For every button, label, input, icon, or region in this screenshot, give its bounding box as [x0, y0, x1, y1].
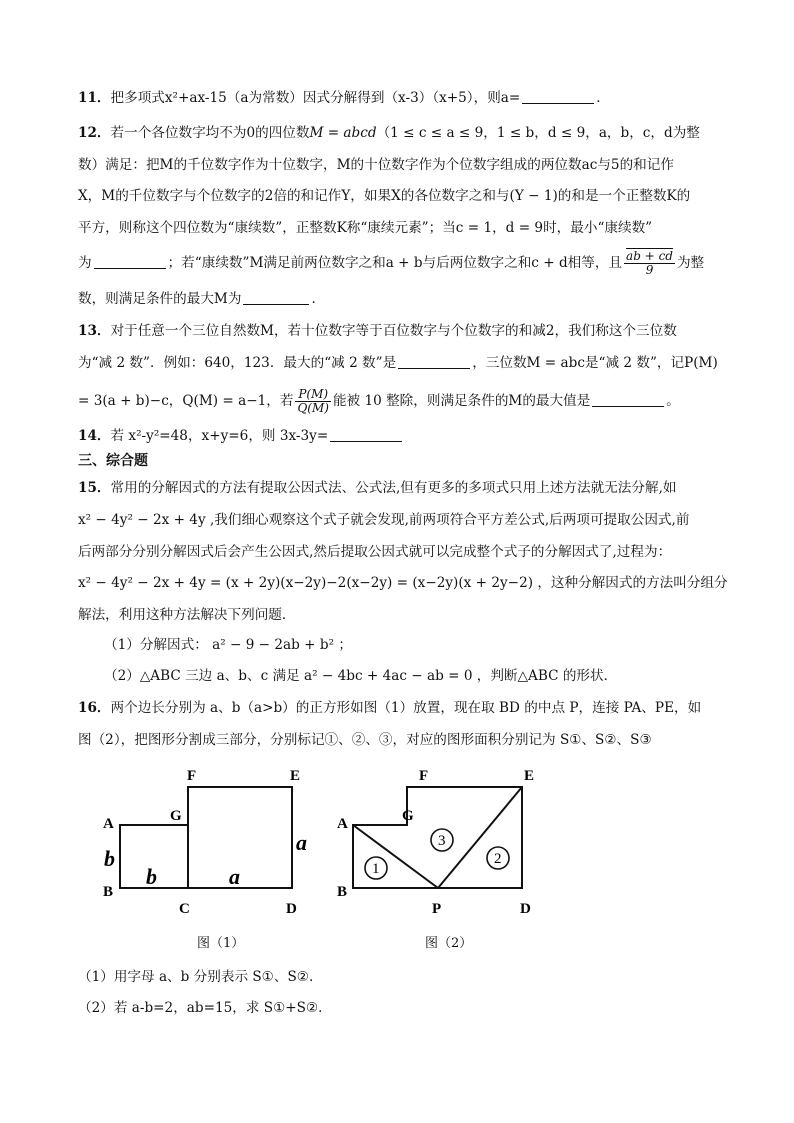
- figure-2-caption: 图（2）: [425, 936, 473, 951]
- question-13-line-3: [78, 388, 728, 415]
- question-text: 两个边长分别为 a、b（a>b）的正方形如图（1）放置，现在取 BD 的中点 P，连接 PA、PE，如: [110, 700, 702, 716]
- question-text: = 3(a + b)−c，Q(M) = a−1，若: [78, 393, 294, 409]
- section-heading: 三、综合题: [78, 453, 148, 469]
- figure-1-two-squares: [90, 760, 330, 920]
- question-14: [78, 426, 728, 446]
- fraction-denominator: 9: [645, 263, 654, 277]
- question-text: 为整: [676, 255, 705, 271]
- question-text: 若一个各位数字均不为0的四位数: [110, 125, 310, 141]
- question-text: 能被 10 整除，则满足条件的M的最大值是: [332, 393, 591, 409]
- label-side-b: b: [104, 846, 115, 871]
- region-3-label: 3: [438, 833, 446, 849]
- region-2-label: 2: [494, 851, 502, 867]
- figure-2-divided-shape: [330, 760, 550, 920]
- question-16-part-2: （2）若 a-b=2，ab=15，求 S①+S②.: [78, 1000, 323, 1016]
- question-12-line-1: [78, 123, 728, 143]
- question-number: 12．: [78, 125, 111, 141]
- fraction-numerator: P(M): [295, 388, 331, 402]
- figure-1-caption: 图（1）: [197, 936, 245, 951]
- question-text: 对于任意一个三位自然数M，若十位数字等于百位数字与个位数字的和减2，我们称这个三位数: [110, 323, 677, 339]
- answer-blank[interactable]: [330, 427, 402, 442]
- label-B: B: [103, 884, 114, 900]
- answer-blank[interactable]: [398, 354, 470, 369]
- large-square: [188, 787, 292, 888]
- question-15-part-2: （2）△ABC 三边 a、b、c 满足 a² − 4bc + 4ac − ab = 0 ，判断△ABC 的形状．: [104, 668, 618, 684]
- label-side-a: a: [296, 830, 307, 855]
- label-F: F: [187, 768, 197, 784]
- segment-PA: [353, 825, 438, 888]
- answer-blank[interactable]: [94, 254, 166, 269]
- question-text: 数，则满足条件的最大M为: [78, 291, 242, 307]
- question-11: [78, 88, 728, 108]
- region-1-label: 1: [372, 861, 380, 877]
- segment-PE: [438, 787, 522, 888]
- label-G: G: [402, 808, 414, 824]
- question-text: 为“减 2 数”．例如：640，123．最大的“减 2 数”是: [78, 355, 397, 371]
- label-A: A: [337, 816, 348, 832]
- question-text: ；若“康续数”M满足前两位数字之和a + b与后两位数字之和c + d相等，且: [167, 255, 623, 271]
- question-15-line-5: 解法，利用这种方法解决下列问题．: [78, 607, 296, 623]
- question-12-line-4: 平方，则称这个四位数为“康续数”，正整数K称“康续元素”；当c = 1，d = 9时，最小“康续数”: [78, 220, 653, 236]
- label-G: G: [170, 808, 182, 824]
- question-number: 13．: [78, 323, 111, 339]
- label-C: C: [179, 901, 190, 917]
- question-number: 14．: [78, 428, 111, 444]
- question-15-part-1: （1）分解因式： a² − 9 − 2ab + b² ；: [104, 637, 352, 653]
- question-number: 11．: [78, 90, 111, 106]
- label-E: E: [290, 768, 301, 784]
- question-15-line-1: [78, 478, 728, 498]
- question-text: 把多项式x²+ax-15（a为常数）因式分解得到（x-3）（x+5），则a=: [110, 90, 521, 106]
- label-E: E: [524, 768, 535, 784]
- question-text-end: ．: [596, 90, 610, 106]
- question-text: ，三位数M = abc是“减 2 数”，记P(M): [472, 355, 718, 371]
- math-expression: M = abcd: [309, 125, 377, 141]
- label-P: P: [432, 901, 442, 917]
- label-D: D: [286, 901, 297, 917]
- question-number: 16．: [78, 700, 111, 716]
- question-text: 若 x²-y²=48，x+y=6，则 3x-3y=: [110, 428, 329, 444]
- answer-blank[interactable]: [243, 290, 309, 305]
- label-bottom-a: a: [229, 864, 240, 889]
- question-16-line-1: [78, 698, 728, 718]
- question-13-line-2: [78, 353, 728, 373]
- answer-blank[interactable]: [522, 89, 594, 104]
- answer-blank[interactable]: [592, 392, 664, 407]
- question-15-line-2: x² − 4y² − 2x + 4y ,我们细心观察这个式子就会发现,前两项符合平方差公式,后两项可提取公因式,前: [78, 512, 690, 528]
- fraction-denominator: Q(M): [297, 401, 329, 415]
- question-12-line-3: X，M的千位数字与个位数字的2倍的和记作Y，如果X的各位数字之和与(Y − 1)的和是一个正整数K的: [78, 188, 691, 204]
- question-16-part-1: （1）用字母 a、b 分别表示 S①、S②.: [78, 969, 314, 985]
- label-F: F: [419, 768, 429, 784]
- question-text-end: .: [311, 291, 316, 307]
- question-text: 为: [78, 255, 92, 271]
- fraction: [624, 250, 675, 277]
- label-D: D: [520, 901, 531, 917]
- question-16-line-2: 图（2），把图形分割成三部分，分别标记①、②、③，对应的图形面积分别记为 S①、S②、S③: [78, 732, 652, 748]
- question-15-line-3: 后两部分分别分解因式后会产生公因式,然后提取公因式就可以完成整个式子的分解因式了,过程为：: [78, 544, 672, 560]
- question-text: （1 ≤ c ≤ a ≤ 9，1 ≤ b，d ≤ 9，a，b，c，d为整: [376, 125, 700, 141]
- label-B: B: [337, 884, 348, 900]
- question-12-line-5: [78, 250, 728, 277]
- fraction: [295, 388, 331, 415]
- question-15-line-4: x² − 4y² − 2x + 4y = (x + 2y)(x−2y)−2(x−2y) = (x−2y)(x + 2y−2) ，这种分解因式的方法叫分组分: [78, 575, 728, 591]
- question-12-line-2: 数）满足：把M的千位数字作为十位数字，M的十位数字作为个位数字组成的两位数ac与5的和记作: [78, 157, 674, 173]
- question-text-end: 。: [666, 393, 680, 409]
- question-12-line-6: [78, 289, 728, 309]
- label-bottom-b: b: [146, 864, 157, 889]
- question-text: 常用的分解因式的方法有提取公因式法、公式法,但有更多的多项式只用上述方法就无法分解,如: [110, 480, 677, 496]
- fraction-numerator: ab + cd: [626, 249, 673, 263]
- question-number: 15．: [78, 480, 111, 496]
- label-A: A: [103, 816, 114, 832]
- question-13-line-1: [78, 321, 728, 341]
